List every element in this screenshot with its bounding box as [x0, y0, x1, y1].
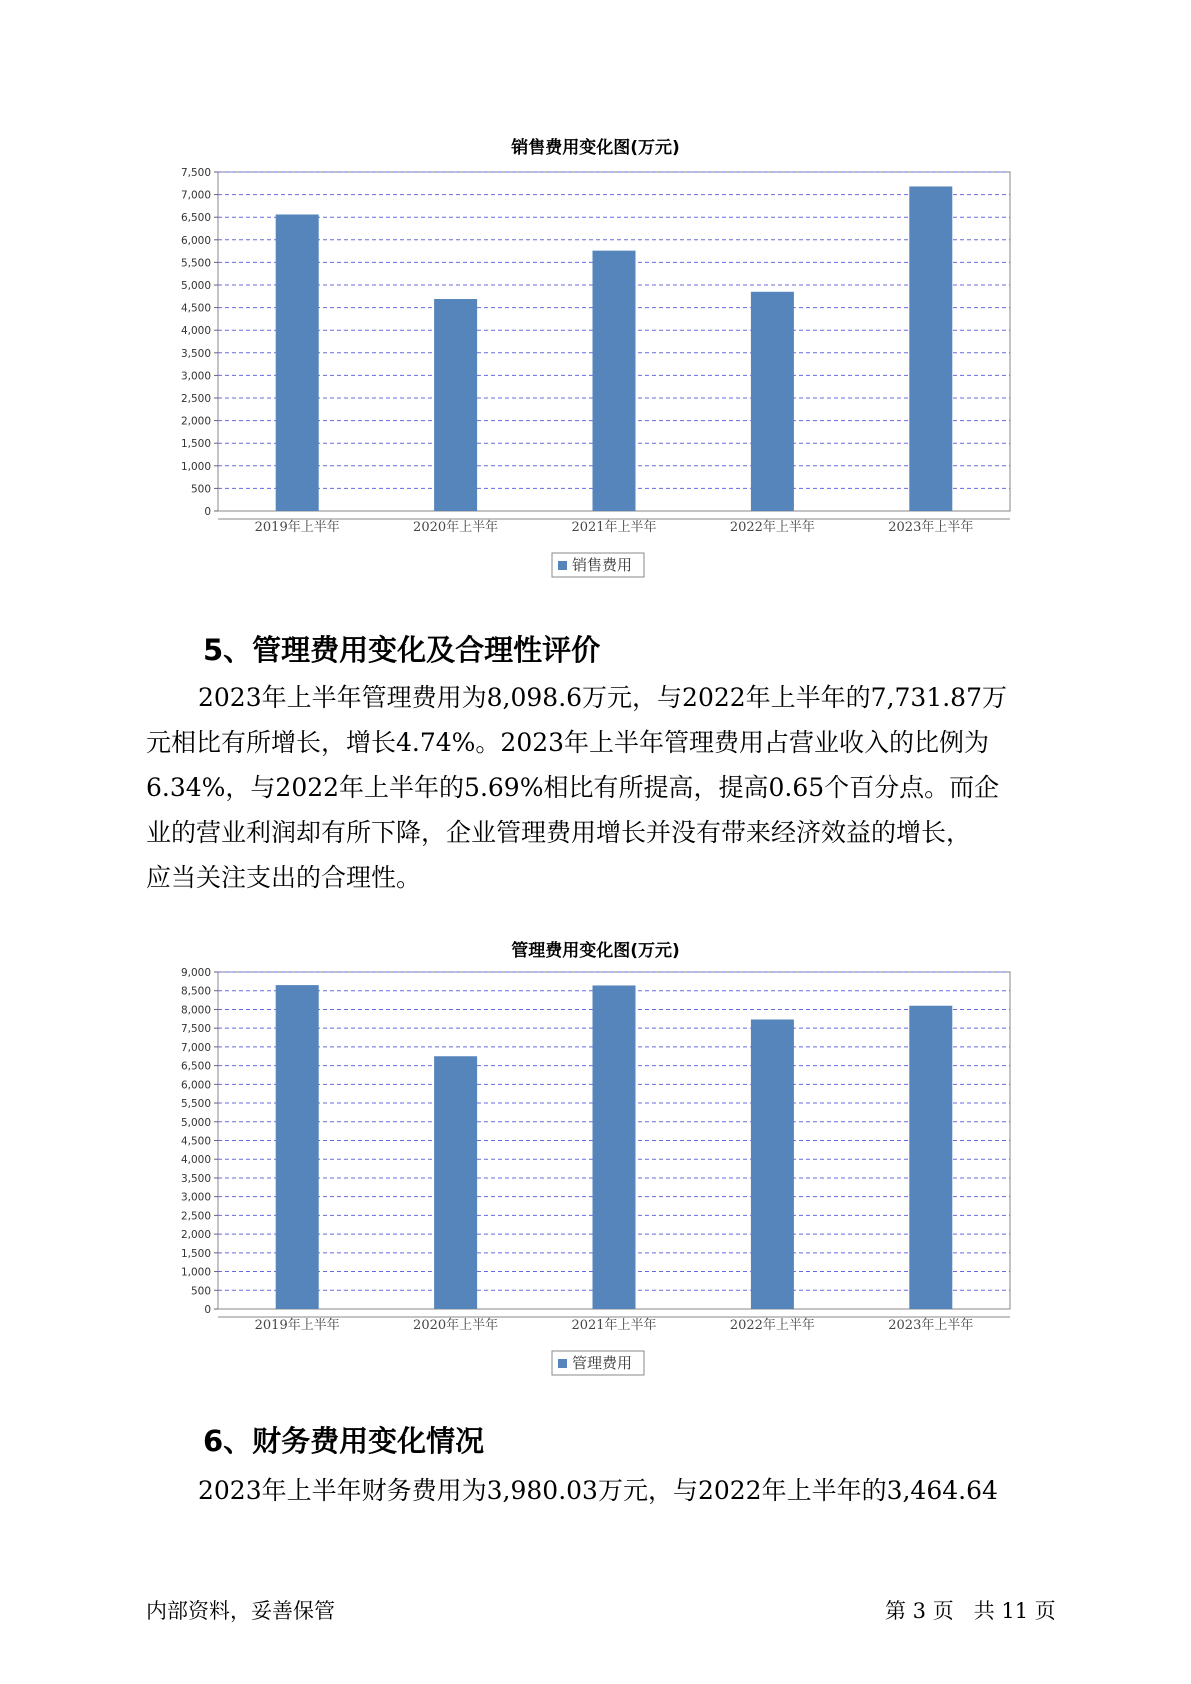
section5-heading: 5、管理费用变化及合理性评价 — [203, 633, 601, 667]
y-tick-label: 6,000 — [180, 234, 211, 247]
chart2-title: 管理费用变化图(万元) — [511, 941, 680, 961]
y-tick-label: 4,000 — [180, 1154, 211, 1167]
y-tick-label: 7,500 — [180, 167, 211, 179]
legend-swatch — [558, 561, 567, 570]
section6-heading: 6、财务费用变化情况 — [203, 1424, 485, 1458]
bar — [751, 1019, 794, 1309]
y-tick-label: 6,000 — [180, 1079, 211, 1092]
y-tick-label: 4,000 — [180, 325, 211, 338]
section6-paragraph — [146, 1468, 1046, 1513]
y-tick-label: 1,000 — [180, 1266, 211, 1279]
y-tick-label: 1,000 — [180, 460, 211, 473]
y-tick-label: 7,000 — [180, 1041, 211, 1054]
y-tick-label: 6,500 — [180, 212, 211, 225]
y-tick-label: 8,500 — [180, 985, 211, 998]
x-tick-label: 2020年上半年 — [413, 520, 499, 535]
y-tick-label: 4,500 — [180, 302, 211, 315]
bar — [751, 292, 794, 511]
y-tick-label: 2,500 — [180, 1210, 211, 1223]
x-tick-label: 2022年上半年 — [729, 520, 815, 535]
legend-label: 销售费用 — [572, 556, 633, 574]
y-tick-label: 1,500 — [180, 438, 211, 451]
y-tick-label: 8,000 — [180, 1004, 211, 1017]
paragraph-line: 应当关注支出的合理性。 — [146, 863, 422, 892]
y-tick-label: 7,000 — [180, 189, 211, 202]
x-tick-label: 2019年上半年 — [254, 1318, 340, 1333]
y-tick-label: 2,500 — [180, 393, 211, 405]
y-tick-label: 3,500 — [180, 347, 211, 360]
paragraph-line: 元相比有所增长，增长4.74%。2023年上半年管理费用占营业收入的比例为 — [146, 728, 990, 757]
bar — [909, 1006, 952, 1309]
bar — [276, 214, 319, 511]
y-tick-label: 0 — [204, 506, 211, 518]
y-tick-label: 500 — [190, 1285, 211, 1298]
bar — [434, 299, 477, 511]
paragraph-line: 6.34%，与2022年上半年的5.69%相比有所提高，提高0.65个百分点。而企 — [146, 773, 1000, 802]
management-expense-chart — [0, 960, 1191, 1380]
footer-page-number: 第 3 页 共 11 页 — [885, 1599, 1056, 1623]
x-tick-label: 2023年上半年 — [888, 1318, 974, 1333]
y-tick-label: 5,000 — [180, 280, 211, 292]
y-tick-label: 0 — [204, 1304, 211, 1316]
x-tick-label: 2021年上半年 — [571, 1318, 657, 1333]
y-tick-label: 9,000 — [180, 967, 211, 979]
chart1-title: 销售费用变化图(万元) — [511, 138, 680, 158]
sales-expense-chart — [0, 160, 1191, 580]
y-tick-label: 500 — [190, 483, 211, 496]
x-tick-label: 2022年上半年 — [729, 1318, 815, 1333]
y-tick-label: 5,500 — [180, 257, 211, 270]
x-tick-label: 2020年上半年 — [413, 1318, 499, 1333]
footer-confidential-note: 内部资料，妥善保管 — [146, 1599, 335, 1623]
y-tick-label: 3,000 — [180, 1191, 211, 1204]
bar — [909, 186, 952, 511]
y-tick-label: 4,500 — [180, 1135, 211, 1148]
bar — [276, 985, 319, 1309]
bar — [593, 251, 636, 511]
paragraph-line: 业的营业利润却有所下降，企业管理费用增长并没有带来经济效益的增长， — [146, 818, 972, 847]
y-tick-label: 2,000 — [180, 1229, 211, 1242]
y-tick-label: 3,000 — [180, 370, 211, 383]
y-tick-label: 1,500 — [180, 1247, 211, 1260]
x-tick-label: 2019年上半年 — [254, 520, 340, 535]
y-tick-label: 2,000 — [180, 415, 211, 428]
bar — [434, 1056, 477, 1309]
y-tick-label: 5,000 — [180, 1116, 211, 1129]
y-tick-label: 3,500 — [180, 1172, 211, 1185]
x-tick-label: 2021年上半年 — [571, 520, 657, 535]
paragraph-line: 2023年上半年管理费用为8,098.6万元，与2022年上半年的7,731.87万 — [198, 683, 1007, 712]
section5-paragraph — [146, 675, 1046, 900]
y-tick-label: 6,500 — [180, 1060, 211, 1073]
legend-label: 管理费用 — [572, 1354, 633, 1372]
paragraph-line: 2023年上半年财务费用为3,980.03万元，与2022年上半年的3,464.64 — [198, 1476, 998, 1505]
bar — [593, 985, 636, 1309]
legend-swatch — [558, 1359, 567, 1368]
y-tick-label: 7,500 — [180, 1023, 211, 1036]
x-tick-label: 2023年上半年 — [888, 520, 974, 535]
y-tick-label: 5,500 — [180, 1098, 211, 1111]
